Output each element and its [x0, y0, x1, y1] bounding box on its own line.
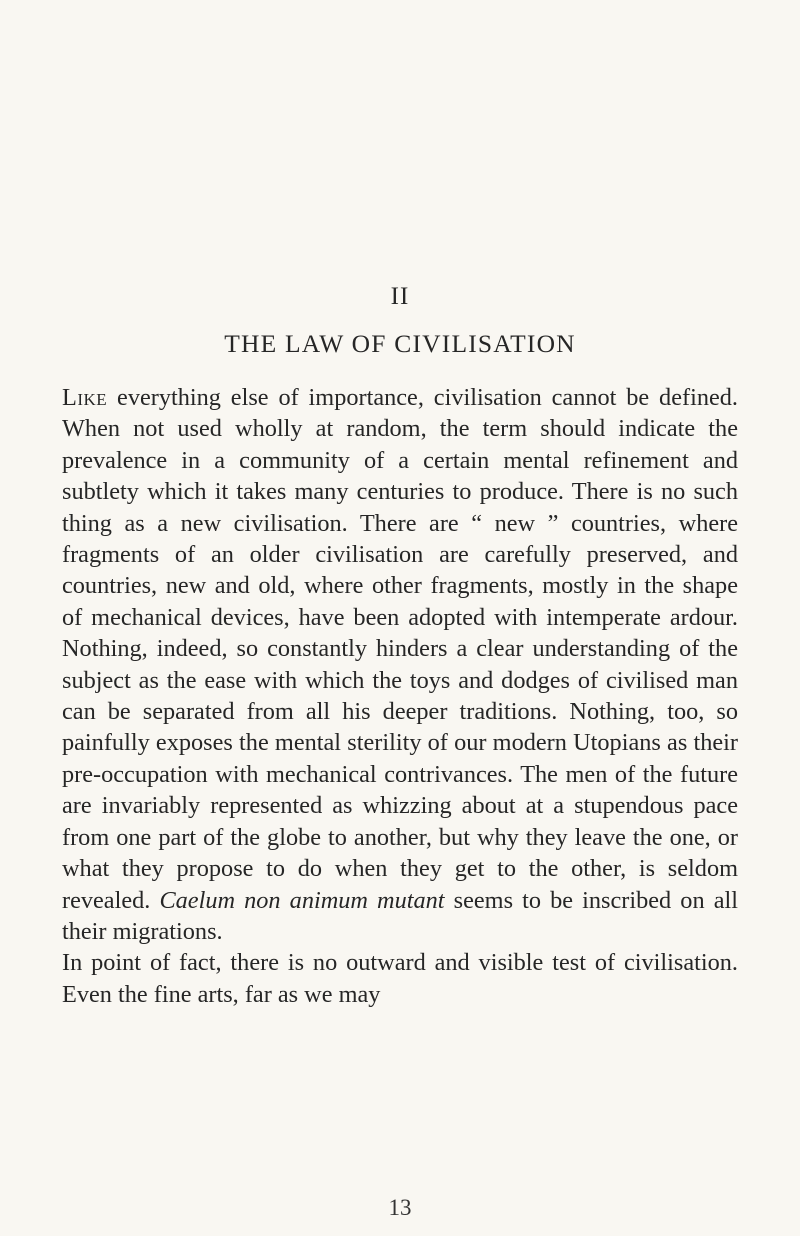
paragraph-1	[62, 382, 738, 947]
paragraph-2-text: In point of fact, there is no outward and visible test of civilisation. Even the fine arts, far as we may	[62, 949, 738, 1008]
latin-quotation: Caelum non animum mutant	[159, 886, 445, 914]
book-page	[62, 282, 738, 1010]
chapter-title: THE LAW OF CIVILISATION	[224, 329, 576, 358]
paragraph-1-text-a: everything else of importance, civilisation cannot be defined. When not used wholly at random, the term should indicate the prevalence in a community of a certain mental refinement and subtlety which it takes many centuries to produce. There is no such thing as a new civilisation. There are “ new ” countries, where fragments of an older civilisation are carefully preserved, and countries, new and old, where other fragments, mostly in the shape of mechanical devices, have been adopted with intemperate ardour. Nothing, indeed, so constantly hinders a clear understanding of the subject as the ease with which the toys and dodges of civilised man can be separated from all his deeper traditions. Nothing, too, so painfully exposes the mental sterility of our modern Utopians as their pre-occupation with mechanical contrivances. The men of the future are invariably represented as whizzing about at a stupendous pace from one part of the globe to another, but why they leave the one, or what they propose to do when they get to the other, is seldom revealed.	[62, 384, 738, 914]
paragraph-1-text-b: seems to be inscribed on all their migrations.	[62, 886, 738, 945]
page-number: 13	[388, 1195, 412, 1220]
opening-word: Like	[62, 384, 108, 411]
paragraph-2	[62, 947, 738, 1010]
chapter-number: II	[390, 283, 410, 310]
